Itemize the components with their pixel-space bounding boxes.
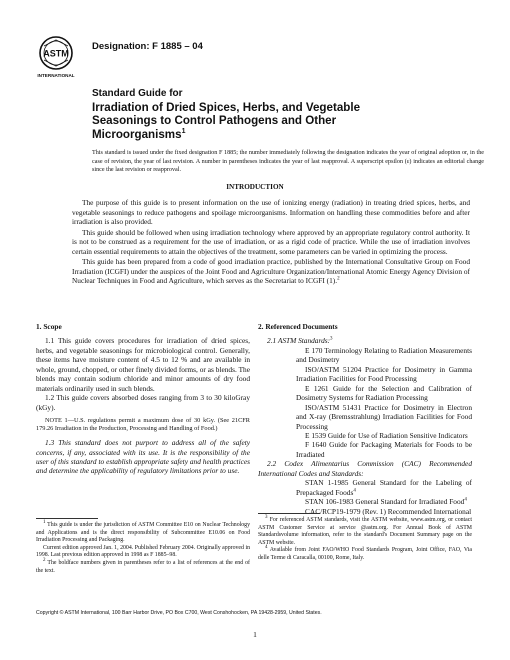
title-line-text: Microorganisms bbox=[92, 127, 182, 141]
footnote-rule bbox=[258, 513, 320, 514]
svg-text:ASTM: ASTM bbox=[43, 48, 69, 59]
astm-standards-text: 2.1 ASTM Standards: bbox=[267, 336, 331, 346]
footnote-mark: 3 bbox=[265, 515, 268, 521]
left-column bbox=[36, 322, 250, 476]
scope-note: NOTE 1—U.S. regulations permit a maximum dose of 30 kGy. (See 21CFR 179.26 Irradiation in the Production, Processing and Handling of Food.) bbox=[36, 417, 250, 433]
footnote bbox=[258, 517, 472, 547]
right-column bbox=[258, 322, 472, 516]
reference-item bbox=[258, 478, 472, 497]
reference-item: E 1539 Guide for Use of Radiation Sensitive Indicators bbox=[305, 430, 468, 440]
scope-safety-paragraph: 1.3 This standard does not purport to address all of the safety concerns, if any, associated with its use. It is the responsibility of the user of this standard to establish appropriate safety and health practices and determine the applicability of regulatory limitations prior to use. bbox=[36, 438, 250, 476]
copyright: Copyright © ASTM International, 100 Barr Harbor Drive, PO Box C700, West Conshohocken, PA 19428-2959, United States. bbox=[36, 610, 322, 616]
scope-heading: 1. Scope bbox=[36, 322, 62, 331]
reference-item bbox=[258, 497, 472, 506]
title-line: Seasonings to Control Pathogens and Other bbox=[92, 114, 337, 127]
title-line: Irradiation of Dried Spices, Herbs, and Vegetable bbox=[92, 100, 361, 114]
footnote bbox=[258, 547, 472, 562]
intro-paragraph bbox=[72, 257, 470, 286]
title-block bbox=[92, 87, 482, 141]
intro-paragraph-text: This guide has been prepared from a code of good irradiation practice, published by the International Consultative Group on Food Irradiation (ICGFI) under the auspices of the Joint Food and Agriculture Organization/International Atomic Energy Agency Division of Nuclear Techniques in Food and Agriculture, which serves as the Secretariat to ICGFI (1). bbox=[72, 257, 470, 285]
footnote-mark: 1 bbox=[43, 520, 46, 526]
page-number: 1 bbox=[253, 630, 257, 639]
intro-paragraph: The purpose of this guide is to present information on the use of ionizing energy (radiation) in treating dried spices, herbs, and vegetable seasonings to reduce pathogens and spoilage microorganisms. Information on handling these commodities before and after irradiation is also provided. bbox=[72, 198, 470, 226]
footnote bbox=[36, 560, 250, 575]
astm-logo bbox=[36, 34, 76, 80]
footnote-text: Available from Joint FAO/WHO Food Standards Program, Joint Office, FAO, Via delle Terme di Caracalla, 00100, Rome, Italy. bbox=[258, 547, 472, 561]
reference-text: STAN 1-1985 General Standard for the Labeling of Prepackaged Foods bbox=[296, 478, 472, 497]
footnote-mark: 3 bbox=[330, 337, 333, 343]
title-footnote-mark: 1 bbox=[181, 127, 186, 135]
intro-paragraph: This guide should be followed when using irradiation technology where approved by an appropriate regulatory control authority. It is not to be construed as a requirement for the use of irradiation, or as a rigid code of practice. While the use of irradiation involves certain essential requirements to attain the objectives of the treatment, some parameters can be varied in optimizing the process. bbox=[72, 227, 470, 256]
scope-paragraph: 1.2 This guide covers absorbed doses ranging from 3 to 30 kiloGray (kGy). bbox=[36, 393, 250, 412]
footnote-mark: 4 bbox=[464, 497, 467, 503]
footnote-mark: 4 bbox=[353, 488, 356, 494]
footnote: Current edition approved Jan. 1, 2004. Published February 2004. Originally approved in 1998. Last previous edition approved in 1998 as F 1885–98. bbox=[36, 544, 250, 559]
footnote-text: The boldface numbers given in parentheses refer to a list of references at the end of the text. bbox=[36, 559, 250, 574]
designation: Designation: F 1885 – 04 bbox=[92, 41, 203, 52]
footnote-rule bbox=[36, 518, 98, 519]
footnote-text: This guide is under the jurisdiction of ASTM Committee E10 on Nuclear Technology and Applications and is the direct responsibility of Subcommittee E10.06 on Food Irradiation Processing and Packaging. bbox=[36, 522, 251, 544]
reference-item: ISO/ASTM 51204 Practice for Dosimetry in Gamma Irradiation Facilities for Food Processing bbox=[296, 364, 472, 384]
introduction-heading: INTRODUCTION bbox=[226, 183, 284, 191]
footnotes-right bbox=[258, 517, 472, 563]
reference-item: E 170 Terminology Relating to Radiation Measurements and Dosimetry bbox=[296, 345, 472, 365]
issued-note: This standard is issued under the fixed designation F 1885; the number immediately following the designation indicates the year of original adoption or, in the case of revision, the year of last revision. A number in parentheses indicates the year of last reapproval. A superscript epsilon (ε) indicates an editorial change since the last revision or reapproval. bbox=[92, 150, 484, 174]
reference-item: E 1261 Guide for the Selection and Calibration of Dosimetry Systems for Radiation Processing bbox=[296, 383, 472, 403]
title-prefix: Standard Guide for bbox=[92, 88, 183, 99]
reference-item: CAC/RCP19-1979 (Rev. 1) Recommended International bbox=[305, 506, 472, 516]
referenced-heading: 2. Referenced Documents bbox=[258, 322, 338, 331]
astm-logo-icon bbox=[36, 34, 76, 80]
codex-label: 2.2 Codex Alimentarius Commission (CAC) Recommended International Codes and Standards: bbox=[258, 459, 472, 478]
footnote-mark: 2 bbox=[43, 558, 46, 564]
reference-item: F 1640 Guide for Packaging Materials for Foods to be Irradiated bbox=[296, 440, 472, 459]
svg-text:INTERNATIONAL: INTERNATIONAL bbox=[37, 73, 75, 78]
reference-text: STAN 106-1983 General Standard for Irradiated Food bbox=[305, 497, 465, 507]
astm-standards-label bbox=[258, 336, 472, 345]
footnotes-left bbox=[36, 522, 250, 575]
footnote-mark: 2 bbox=[337, 276, 340, 282]
introduction bbox=[72, 198, 470, 286]
title-line bbox=[92, 128, 482, 142]
scope-paragraph: 1.1 This guide covers procedures for irradiation of dried spices, herbs, and vegetable seasonings for microbiological control. Generally, these items have moisture content of 4.5 to 12 % and are available in whole, ground, chopped, or other finely divided forms, or as blends. The blends may contain sodium chloride and minor amounts of dry food materials ordinarily used in such blends. bbox=[36, 336, 250, 393]
reference-item: ISO/ASTM 51431 Practice for Dosimetry in Electron and X-ray (Bremsstrahlung) Irradiation Facilities for Food Processing bbox=[296, 402, 472, 431]
footnote-text: For referenced ASTM standards, visit the ASTM website, www.astm.org, or contact ASTM Customer Service at service @astm.org. For Annual Book of ASTM Standardsvolume information, refer to the standard's Document Summary page on the ASTM website. bbox=[258, 517, 472, 546]
footnote-mark: 4 bbox=[265, 545, 268, 551]
footnote bbox=[36, 522, 250, 545]
